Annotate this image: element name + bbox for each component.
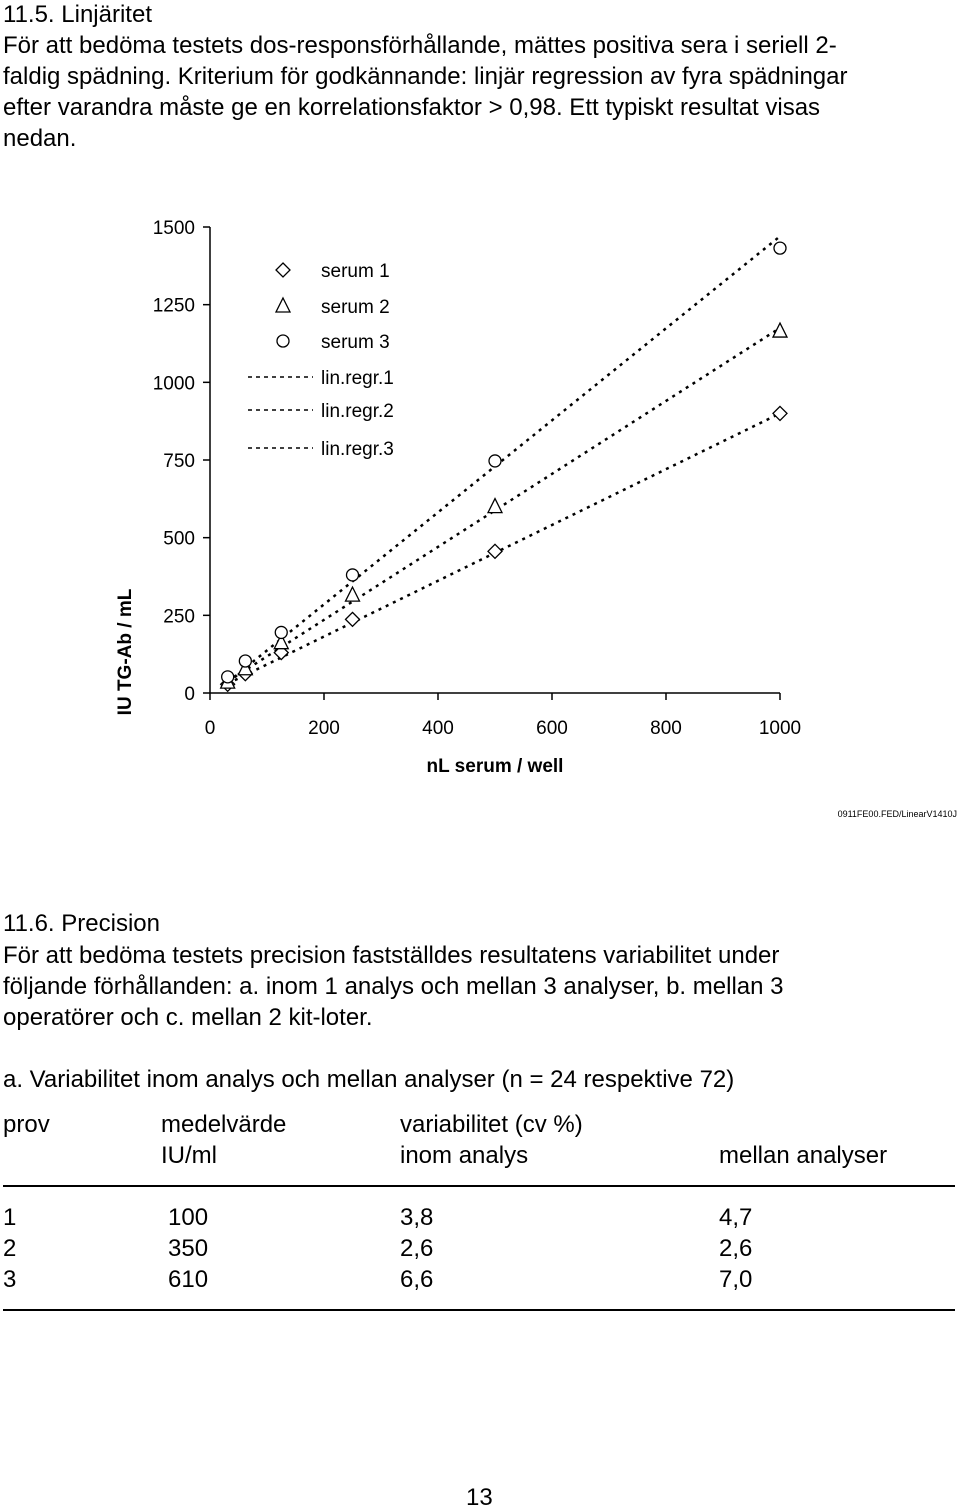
table-cell-between: 7,0 [719,1266,753,1293]
precision-paragraph-line-2: följande förhållanden: a. inom 1 analys och mellan 3 analyser, b. mellan 3 [3,973,784,1000]
table-cell-within: 2,6 [400,1235,434,1262]
legend-label: lin.regr.1 [321,368,394,389]
chart-legend [236,250,412,464]
precision-heading: 11.6. Precision [3,910,160,937]
table-cell-between: 2,6 [719,1235,753,1262]
data-point [774,242,786,254]
data-point [239,655,251,667]
page-number: 13 [466,1484,493,1511]
linearity-heading: 11.5. Linjäritet [3,1,152,28]
legend-label: serum 3 [321,332,390,353]
x-tick-label: 1000 [758,718,802,739]
x-tick-label: 400 [422,718,454,739]
data-point [346,587,360,601]
data-point [275,626,287,638]
linearity-paragraph-line-2: faldig spädning. Kriterium för godkännande: linjär regression av fyra spädningar [3,63,848,90]
table-cell-prov: 1 [3,1204,17,1231]
data-point [489,455,501,467]
linearity-paragraph-line-1: För att bedöma testets dos-responsförhållande, mättes positiva sera i seriell 2- [3,32,837,59]
legend-label: lin.regr.3 [321,439,394,460]
table-cell-between: 4,7 [719,1204,753,1231]
table-bottom-rule [3,1309,955,1311]
figure-code: 0911FE00.FED/LinearV1410J [837,809,957,819]
y-tick-label: 1250 [152,295,195,317]
y-tick-label: 750 [163,451,195,472]
table-header-mean-unit: IU/ml [161,1142,217,1169]
legend-label: lin.regr.2 [321,401,394,422]
data-point [346,612,360,626]
y-tick-label: 1000 [152,373,195,395]
data-point [222,671,234,683]
linearity-paragraph-line-3: efter varandra måste ge en korrelationsfaktor > 0,98. Ett typiskt resultat visas [3,94,821,121]
legend-marker [277,335,289,347]
table-cell-mean: 610 [168,1266,209,1293]
table-cell-within: 6,6 [400,1266,434,1293]
table-top-rule [3,1185,955,1187]
data-point [773,406,787,420]
x-tick-label: 200 [308,718,340,739]
table-cell-mean: 350 [168,1235,209,1262]
table-header-mean: medelvärde [161,1111,287,1138]
data-point [488,499,502,513]
x-tick-label: 800 [650,718,682,739]
legend-label: serum 1 [321,261,390,282]
table-cell-within: 3,8 [400,1204,434,1231]
precision-paragraph-line-3: operatörer och c. mellan 2 kit-loter. [3,1004,373,1031]
y-tick-label: 500 [163,528,195,550]
table-cell-mean: 100 [168,1204,209,1231]
data-point [488,544,502,558]
table-header-prov: prov [3,1111,50,1138]
table-cell-prov: 2 [3,1235,17,1262]
y-tick-label: 250 [163,606,195,628]
x-tick-label: 600 [536,718,568,739]
precision-subheading: a. Variabilitet inom analys och mellan analyser (n = 24 respektive 72) [3,1066,735,1093]
x-tick-label: 0 [204,718,216,739]
linearity-paragraph-line-4: nedan. [3,125,77,152]
legend-label: serum 2 [321,297,390,318]
precision-paragraph-line-1: För att bedöma testets precision fastställdes resultatens variabilitet under [3,942,780,969]
linearity-chart [0,190,960,830]
table-header-within: inom analys [400,1142,529,1169]
data-point [347,569,359,581]
table-cell-prov: 3 [3,1266,17,1293]
table-header-between: mellan analyser [719,1142,888,1169]
y-tick-label: 1500 [152,218,195,239]
chart-y-axis-label: IU TG-Ab / mL [115,588,136,716]
chart-x-axis-label: nL serum / well [426,756,564,777]
legend-box [236,250,412,464]
table-header-cv: variabilitet (cv %) [400,1111,583,1138]
y-tick-label: 0 [184,684,195,705]
